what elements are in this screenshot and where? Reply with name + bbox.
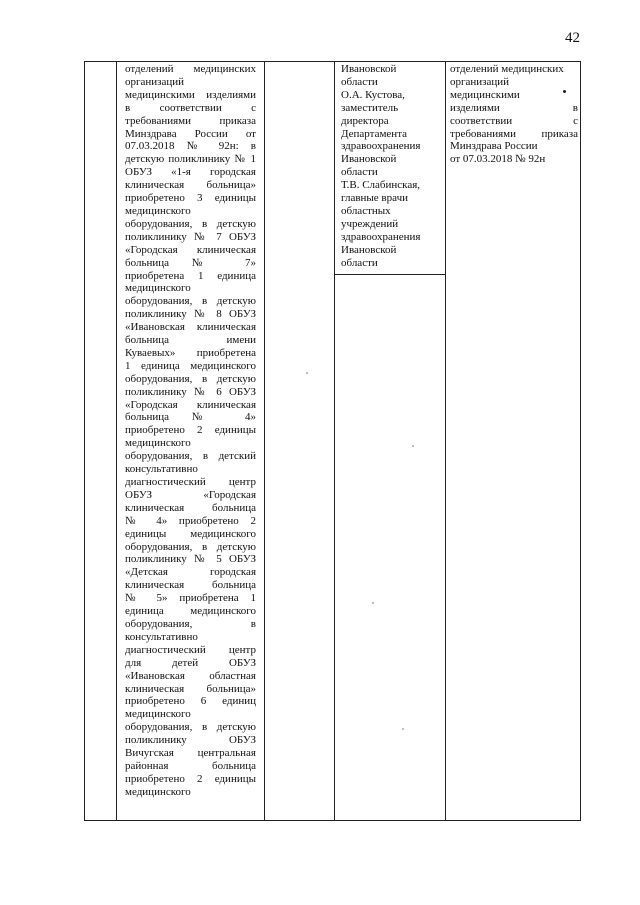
- text-line: медицинского: [125, 785, 191, 798]
- text-line: приобретено 3 единицы: [125, 192, 256, 205]
- text-line: «Ивановская клиническая: [125, 321, 256, 334]
- text-line: Минздрава России: [450, 140, 538, 153]
- column-responsible: [335, 62, 446, 820]
- text-line: Т.В. Слабинская,: [341, 179, 421, 192]
- text-line: поликлинику № 8 ОБУЗ: [125, 308, 256, 321]
- text-line: «Детская городская: [125, 566, 256, 579]
- text-line: консультативно: [125, 630, 198, 643]
- column-result: [446, 62, 582, 820]
- scan-speck: [372, 602, 374, 604]
- text-line: медицинскими изделиями: [125, 88, 256, 101]
- text-line: медицинского: [125, 282, 191, 295]
- text-line: консультативно: [125, 463, 198, 476]
- text-line: организаций: [450, 75, 510, 88]
- text-line: здравоохранения: [341, 140, 421, 153]
- text-line: единицы медицинского: [125, 527, 256, 540]
- text-line: № 4» приобретено 2: [125, 514, 256, 527]
- column-index: [85, 62, 117, 820]
- text-line: требованиями приказа: [450, 127, 578, 140]
- text-line: Ивановской: [341, 243, 397, 256]
- text-line: здравоохранения: [341, 230, 421, 243]
- text-line: соответствии с: [450, 114, 578, 127]
- text-line: приобретено 6 единиц: [125, 695, 256, 708]
- text-line: Департамента: [341, 127, 408, 140]
- text-line: 1 единица медицинского: [125, 359, 256, 372]
- text-line: Куваевых» приобретена: [125, 346, 256, 359]
- text-line: «Ивановская областная: [125, 669, 256, 682]
- text-line: медицинского: [125, 204, 191, 217]
- column-description: [117, 62, 265, 820]
- text-line: области: [341, 256, 378, 269]
- text-line: ОБУЗ «1-я городская: [125, 166, 256, 179]
- text-line: Минздрава России от: [125, 127, 256, 140]
- text-line: заместитель: [341, 101, 399, 114]
- scan-speck: [306, 372, 308, 374]
- text-line: медицинского: [125, 437, 191, 450]
- text-line: диагностический центр: [125, 476, 256, 488]
- text-line: клиническая больница»: [125, 682, 256, 695]
- text-line: «Городская клиническая: [125, 243, 256, 256]
- text-line: районная больница: [125, 759, 256, 772]
- text-line: клиническая больница»: [125, 179, 256, 192]
- text-line: ОБУЗ «Городская: [125, 488, 256, 501]
- text-line: отделений медицинских: [450, 63, 564, 75]
- text-line: медицинского: [125, 708, 191, 721]
- text-line: приобретено 2 единицы: [125, 424, 256, 437]
- text-line: главные врачи: [341, 192, 408, 205]
- scan-speck: [412, 445, 414, 447]
- text-line: Вичугская центральная: [125, 747, 256, 760]
- text-line: организаций: [125, 75, 185, 88]
- text-line: приобретена 1 единица: [125, 269, 256, 282]
- text-line: в соответствии с: [125, 101, 256, 114]
- text-line: больница имени: [125, 334, 256, 347]
- text-line: оборудования, в: [125, 617, 256, 630]
- text-line: от 07.03.2018 № 92н: [450, 153, 546, 166]
- text-line: 07.03.2018 № 92н: в: [125, 140, 256, 153]
- text-line: оборудования, в детскую: [125, 372, 256, 385]
- text-line: больница № 4»: [125, 411, 256, 424]
- text-line: клиническая больница: [125, 579, 256, 592]
- text-line: больница № 7»: [125, 256, 256, 269]
- text-line: директора: [341, 114, 389, 127]
- scan-speck: [402, 728, 404, 730]
- responsible-cell: [335, 62, 445, 275]
- text-line: области: [341, 166, 378, 179]
- page-number: 42: [565, 30, 580, 46]
- text-line: поликлинику № 5 ОБУЗ: [125, 553, 256, 566]
- text-line: поликлинику № 7 ОБУЗ: [125, 230, 256, 243]
- text-line: поликлинику № 6 ОБУЗ: [125, 385, 256, 398]
- text-line: областных: [341, 204, 391, 217]
- text-line: медицинскими: [450, 88, 520, 101]
- text-line: оборудования, в детскую: [125, 295, 256, 308]
- text-line: поликлинику ОБУЗ: [125, 734, 256, 747]
- text-line: изделиями в: [450, 101, 578, 114]
- text-line: требованиями приказа: [125, 114, 256, 127]
- text-line: Ивановской: [341, 153, 397, 166]
- text-line: оборудования, в детскую: [125, 217, 256, 230]
- document-table: [84, 61, 581, 821]
- text-line: для детей ОБУЗ: [125, 656, 256, 669]
- text-line: приобретено 2 единицы: [125, 772, 256, 785]
- text-line: учреждений: [341, 217, 399, 230]
- text-line: О.А. Кустова,: [341, 88, 405, 101]
- text-line: оборудования, в детскую: [125, 540, 256, 553]
- text-line: оборудования, в детский: [125, 450, 256, 463]
- text-line: диагностический центр: [125, 643, 256, 656]
- text-line: оборудования, в детскую: [125, 721, 256, 734]
- text-line: клиническая больница: [125, 501, 256, 514]
- text-line: области: [341, 75, 378, 88]
- text-line: № 5» приобретена 1: [125, 592, 256, 605]
- text-line: единица медицинского: [125, 605, 256, 618]
- text-line: отделений медицинских: [125, 63, 256, 75]
- text-line: «Городская клиническая: [125, 398, 256, 411]
- ink-mark: [563, 90, 566, 93]
- text-line: Ивановской: [341, 63, 397, 75]
- text-line: детскую поликлинику № 1: [125, 153, 256, 166]
- column-deadline: [265, 62, 335, 820]
